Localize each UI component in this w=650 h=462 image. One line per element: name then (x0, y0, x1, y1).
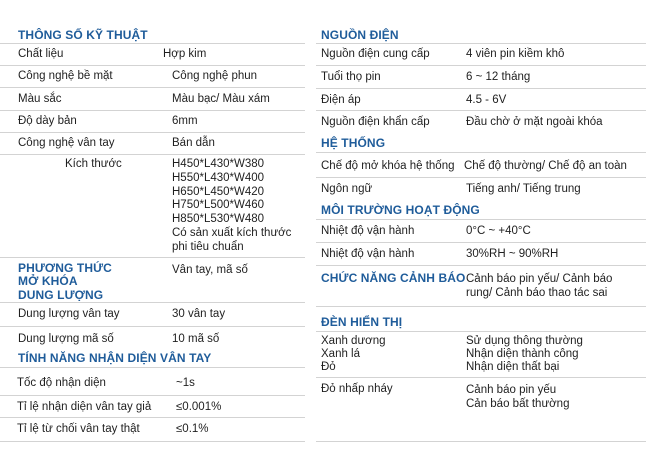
spec-value: H450*L430*W380 H550*L430*W400 H650*L450*W420 H750*L500*W460 H850*L530*W480 Có sản xuất kích thước phi tiêu chuẩn (172, 158, 292, 253)
divider (0, 441, 305, 442)
divider (0, 257, 305, 258)
divider (316, 110, 646, 111)
power-value: Đầu chờ ở mặt ngoài khóa (466, 116, 603, 128)
divider (316, 65, 646, 66)
capacity-label: Dung lượng vân tay (18, 308, 120, 320)
recog-value: ~1s (176, 377, 195, 389)
spec-label: Công nghệ bề mặt (18, 70, 113, 82)
power-label: Tuổi thọ pin (321, 71, 381, 83)
divider (316, 219, 646, 220)
divider (0, 367, 305, 368)
warn-heading: CHỨC NĂNG CẢNH BÁO (321, 271, 466, 285)
unlock-value: Vân tay, mã số (172, 264, 248, 276)
light-value: Nhận diện thất bại (466, 361, 560, 373)
divider (0, 154, 305, 155)
light-label: Đỏ (321, 361, 336, 373)
spec-label: Màu sắc (18, 93, 62, 105)
spec-label: Độ dày bản (18, 115, 77, 127)
divider (316, 265, 646, 266)
divider (316, 377, 646, 378)
spec-value: Bán dẫn (172, 137, 215, 149)
recog-value: ≤0.1% (176, 423, 209, 435)
system-label: Chế độ mở khóa hệ thống (321, 160, 455, 172)
divider (0, 326, 305, 327)
power-label: Nguồn điện cung cấp (321, 48, 430, 60)
light-value: Cảnh báo pin yếu Cản báo bất thường (466, 384, 570, 410)
divider (316, 242, 646, 243)
spec-label: Chất liệu (18, 48, 64, 60)
spec-label: Công nghệ vân tay (18, 137, 115, 149)
divider (0, 87, 305, 88)
light-value: Nhận diện thành công (466, 348, 579, 360)
divider (316, 43, 646, 44)
light-label: Xanh lá (321, 348, 361, 360)
system-value: Chế độ thường/ Chế độ an toàn (464, 160, 627, 172)
light-label: Đỏ nhấp nháy (321, 383, 393, 395)
capacity-value: 30 vân tay (172, 308, 226, 320)
env-value: 0°C ~ +40°C (466, 225, 531, 237)
divider (316, 331, 646, 332)
env-value: 30%RH ~ 90%RH (466, 248, 559, 260)
capacity-heading: DUNG LƯỢNG (18, 288, 104, 302)
spec-value: 6mm (172, 115, 198, 127)
capacity-value: 10 mã số (172, 333, 220, 345)
divider (0, 417, 305, 418)
power-heading: NGUỒN ĐIỆN (321, 28, 399, 42)
divider (0, 43, 305, 44)
divider (0, 395, 305, 396)
system-value: Tiếng anh/ Tiếng trung (466, 183, 581, 195)
system-label: Ngôn ngữ (321, 183, 373, 195)
light-label: Xanh dương (321, 335, 386, 347)
spec-value: Màu bạc/ Màu xám (172, 93, 270, 105)
divider (316, 306, 646, 307)
env-label: Nhiệt độ vận hành (321, 225, 415, 237)
power-label: Nguồn điện khẩn cấp (321, 116, 430, 128)
power-value: 4 viên pin kiềm khô (466, 48, 565, 60)
spec-value: Hợp kim (163, 48, 207, 60)
unlock-heading: PHƯƠNG THỨC MỞ KHÓA (18, 261, 112, 288)
recog-value: ≤0.001% (176, 401, 222, 413)
spec-label: Kích thước (65, 158, 122, 170)
system-heading: HỆ THỐNG (321, 136, 386, 150)
recog-label: Tỉ lệ từ chối vân tay thật (17, 423, 140, 435)
light-value: Sử dụng thông thường (466, 335, 583, 347)
divider (0, 110, 305, 111)
power-value: 4.5 - 6V (466, 94, 507, 106)
divider (0, 132, 305, 133)
light-heading: ĐÈN HIỂN THỊ (321, 315, 403, 329)
warn-value: Cảnh báo pin yếu/ Cảnh báo rung/ Cảnh báo thao tác sai (466, 273, 613, 299)
divider (316, 441, 646, 442)
power-value: 6 ~ 12 tháng (466, 71, 531, 83)
recog-label: Tốc độ nhận diện (17, 377, 106, 389)
spec-heading: THÔNG SỐ KỸ THUẬT (18, 28, 148, 42)
divider (316, 88, 646, 89)
recog-heading: TÍNH NĂNG NHẬN DIỆN VÂN TAY (18, 351, 212, 365)
env-label: Nhiệt độ vận hành (321, 248, 415, 260)
recog-label: Tỉ lệ nhận diện vân tay giả (17, 401, 152, 413)
spec-value: Công nghệ phun (172, 70, 258, 82)
divider (316, 177, 646, 178)
divider (316, 152, 646, 153)
capacity-label: Dung lượng mã số (18, 333, 114, 345)
divider (0, 65, 305, 66)
divider (0, 302, 305, 303)
env-heading: MÔI TRƯỜNG HOẠT ĐỘNG (321, 203, 480, 217)
power-label: Điện áp (321, 94, 361, 106)
